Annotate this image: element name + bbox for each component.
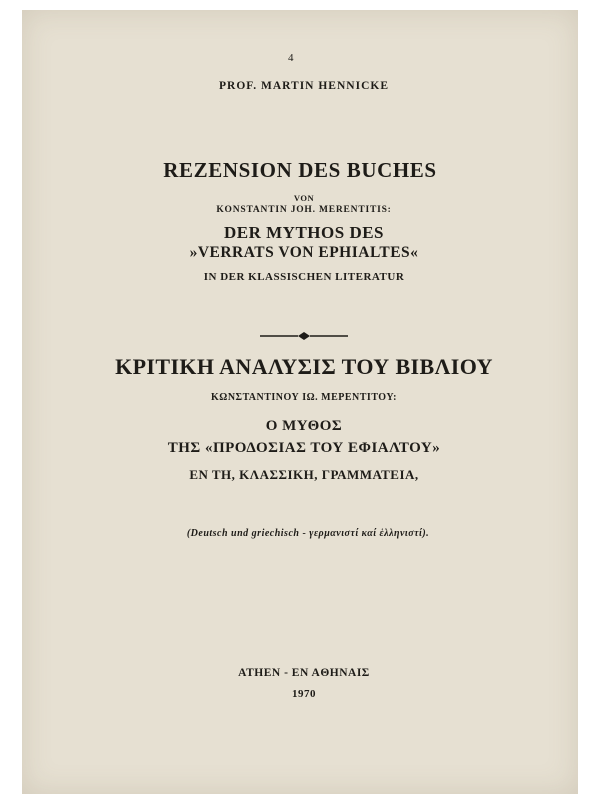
german-title: REZENSION DES BUCHES xyxy=(163,158,437,182)
author-name: PROF. MARTIN HENNICKE xyxy=(218,80,389,92)
greek-subject-author: ΚΩΝΣΤΑΝΤΙΝΟΥ ΙΩ. ΜΕΡΕΝΤΙΤΟΥ: xyxy=(211,392,397,403)
book-cover xyxy=(22,10,578,794)
publication-place: ATHEN - EN AΘΗΝΑΙΣ xyxy=(238,667,370,679)
german-myth-line-2: »VERRATS VON EPHIALTES« xyxy=(189,244,419,261)
greek-literature-line: ΕΝ ΤΗ, ΚΛΑΣΣΙΚΗ, ΓΡΑΜΜΑΤΕΙΑ, xyxy=(189,467,419,482)
language-note: (Deutsch und griechisch - γερμανιστί καί ἑλληνιστί). xyxy=(186,528,430,539)
greek-myth-line-1: Ο ΜΥΘΟΣ xyxy=(265,418,343,434)
greek-myth-line-2: ΤΗΣ «ΠΡΟΔΟΣΙΑΣ ΤΟΥ ΕΦΙΑΛΤΟΥ» xyxy=(167,440,441,456)
page-mark: 4 xyxy=(288,52,294,64)
german-von: VON xyxy=(293,193,315,203)
german-literature-line: IN DER KLASSISCHEN LITERATUR xyxy=(203,271,405,283)
german-myth-line-1: DER MYTHOS DES xyxy=(223,223,385,242)
german-subject-author: KONSTANTIN JOH. MERENTITIS: xyxy=(216,205,392,215)
greek-title: ΚΡΙΤΙΚΗ ΑΝΑΛΥΣΙΣ ΤΟΥ ΒΙΒΛΙΟΥ xyxy=(115,354,493,379)
ornament-divider-icon xyxy=(22,330,578,342)
publication-year: 1970 xyxy=(292,688,316,700)
